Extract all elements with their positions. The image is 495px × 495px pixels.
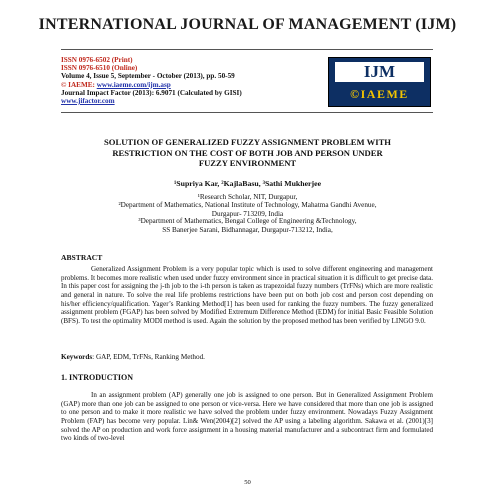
ijm-logo bbox=[328, 57, 431, 107]
authors: ¹Supriya Kar, ²KajlaBasu, ³Sathi Mukherjee bbox=[173, 179, 322, 188]
issn-online: ISSN 0976-6510 (Online) bbox=[61, 64, 138, 73]
issn-print: ISSN 0976-6502 (Print) bbox=[61, 56, 133, 64]
page-number: 50 bbox=[244, 479, 251, 486]
keywords-label: Keywords bbox=[61, 353, 93, 361]
paper-title-line: SOLUTION OF GENERALIZED FUZZY ASSIGNMENT PROBLEM WITH bbox=[104, 137, 391, 147]
journal-title: INTERNATIONAL JOURNAL OF MANAGEMENT (IJM) bbox=[38, 16, 457, 33]
affiliation-line: ¹Research Scholar, NIT, Durgapur, bbox=[197, 193, 298, 201]
jifactor-link[interactable]: www.jifactor.com bbox=[61, 97, 115, 106]
paper-title-line: FUZZY ENVIRONMENT bbox=[198, 158, 297, 168]
keywords bbox=[61, 353, 433, 361]
abstract-heading: ABSTRACT bbox=[61, 253, 103, 262]
affiliation-line: SS Banerjee Sarani, Bidhannagar, Durgapur-713212, India, bbox=[162, 226, 333, 234]
impact-factor: Journal Impact Factor (2013): 6.9071 (Calculated by GISI) bbox=[61, 88, 242, 97]
volume-info: Volume 4, Issue 5, September - October (2013), pp. 50-59 bbox=[61, 72, 235, 81]
paper-title bbox=[40, 137, 455, 169]
iaeme-label: © IAEME: bbox=[61, 80, 95, 89]
header-rule-top bbox=[61, 49, 433, 50]
header-rule-bottom bbox=[61, 112, 433, 113]
introduction-heading: 1. INTRODUCTION bbox=[61, 373, 134, 382]
iaeme-link[interactable]: www.iaeme.com/ijm.asp bbox=[96, 80, 171, 89]
logo-top-text: IJM bbox=[335, 62, 424, 82]
introduction-body: In an assignment problem (AP) generally one job is assigned to one person. But in Generalized Assignment Problem (GAP) more than one job can be assigned to one person or vice-versa. Here we have considered that more than one job is assigned to one person and to make it more realistic we have solved the problem under fuzzy environment. Nowadays Fuzzy Assignment Problem (FAP) has become very popular. Lin& Wen(2004)[2] solved the AP using a labeling algorithm. Sakawa et al. (2001)[3] solved the AP on production and work force assignment in a housing material manufacturer and a subcontract firm and formulated two kinds of two-level bbox=[61, 391, 433, 443]
affiliation-line: Durgapur- 713209, India bbox=[211, 210, 284, 218]
keywords-text: : GAP, EDM, TrFNs, Ranking Method. bbox=[92, 353, 205, 361]
abstract-body: Generalized Assignment Problem is a very popular topic which is used to solve different engineering and management problems. It becomes more realistic when used under fuzzy environment since in practical situation it is difficult to get precise data. In this paper cost for assigning the j-th job to the i-th person is taken as trapezoidal fuzzy numbers (TrFNs) which are more realistic and general in nature. To solve the real life problems restrictions have been put on both job cost and person cost depending on his/her efficiency/qualification. Yager’s Ranking Method[1] has been used for ranking the fuzzy numbers. The fuzzy generalized assignment problem (FGAP) has been solved by Modified Extremum Difference Method (EDM) for initial Basic Feasible Solution (BFS). To test the optimality MODI method is used. Again the solution by the proposed method has been verified by LINGO 9.0. bbox=[61, 265, 433, 325]
iaeme-line bbox=[61, 81, 361, 89]
affiliation-line: ³Department of Mathematics, Bengal College of Engineering &Technology, bbox=[138, 217, 357, 225]
journal-meta bbox=[61, 56, 361, 105]
paper-title-line: RESTRICTION ON THE COST OF BOTH JOB AND PERSON UNDER bbox=[112, 147, 383, 158]
affiliation-line: ²Department of Mathematics, National Institute of Technology, Mahatma Gandhi Avenue, bbox=[118, 201, 377, 209]
logo-bottom-text: ©IAEME bbox=[350, 87, 409, 101]
